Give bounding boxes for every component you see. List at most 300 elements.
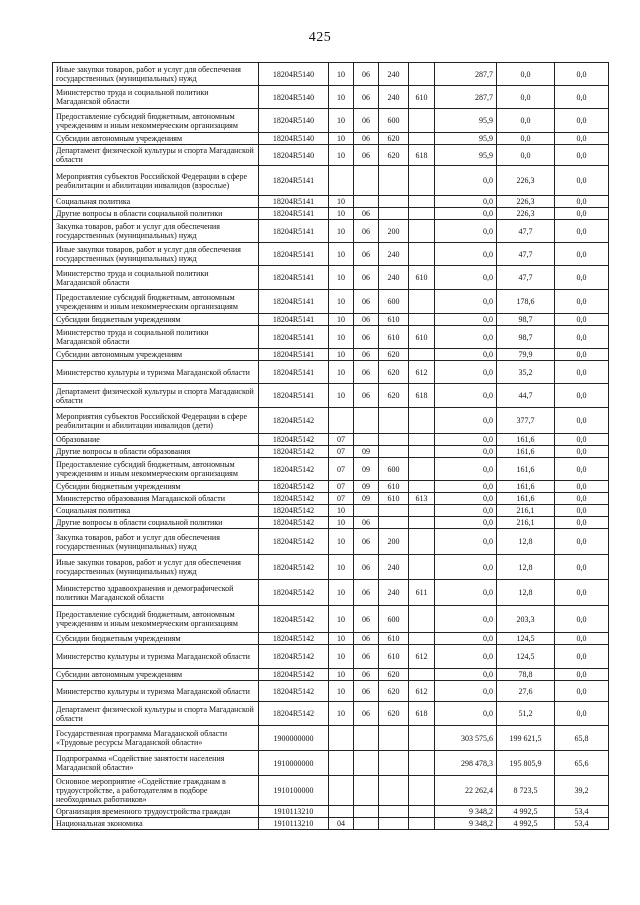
cell-v2: 161,6 xyxy=(497,446,555,458)
cell-v2: 27,6 xyxy=(497,681,555,702)
cell-v3: 0,0 xyxy=(555,517,609,529)
cell-vr: 610 xyxy=(379,493,409,505)
cell-pr: 09 xyxy=(354,446,379,458)
table-row xyxy=(53,818,609,830)
cell-v2: 47,7 xyxy=(497,243,555,266)
cell-v3: 0,0 xyxy=(555,86,609,109)
table-row xyxy=(53,196,609,208)
cell-csr: 18204R5142 xyxy=(259,434,329,446)
cell-v3: 0,0 xyxy=(555,243,609,266)
cell-v3: 0,0 xyxy=(555,434,609,446)
cell-v3: 0,0 xyxy=(555,326,609,349)
cell-pr: 06 xyxy=(354,669,379,681)
table-row xyxy=(53,86,609,109)
table-row xyxy=(53,633,609,645)
cell-v3: 0,0 xyxy=(555,493,609,505)
cell-csr: 18204R5141 xyxy=(259,384,329,408)
cell-v1: 0,0 xyxy=(435,314,497,326)
cell-name: Иные закупки товаров, работ и услуг для обеспечения государственных (муниципальных) нужд xyxy=(53,243,259,266)
cell-csr: 1910113210 xyxy=(259,818,329,830)
cell-v2: 124,5 xyxy=(497,633,555,645)
cell-v3: 0,0 xyxy=(555,681,609,702)
cell-csr: 18204R5140 xyxy=(259,63,329,86)
cell-rz: 10 xyxy=(329,517,354,529)
cell-pr: 06 xyxy=(354,243,379,266)
cell-v2: 8 723,5 xyxy=(497,776,555,806)
cell-v1: 0,0 xyxy=(435,349,497,361)
cell-csr: 18204R5142 xyxy=(259,446,329,458)
cell-rz xyxy=(329,408,354,434)
cell-csr: 18204R5142 xyxy=(259,529,329,555)
cell-v2: 377,7 xyxy=(497,408,555,434)
cell-csr: 1910100000 xyxy=(259,776,329,806)
cell-csr: 18204R5141 xyxy=(259,243,329,266)
cell-rz: 10 xyxy=(329,326,354,349)
cell-name: Социальная политика xyxy=(53,196,259,208)
cell-v1: 0,0 xyxy=(435,493,497,505)
cell-name: Иные закупки товаров, работ и услуг для обеспечения государственных (муниципальных) нужд xyxy=(53,555,259,580)
cell-name: Министерство образования Магаданской области xyxy=(53,493,259,505)
cell-v3: 0,0 xyxy=(555,481,609,493)
table-row xyxy=(53,349,609,361)
table-row xyxy=(53,434,609,446)
cell-v2: 0,0 xyxy=(497,133,555,145)
cell-vr: 200 xyxy=(379,529,409,555)
cell-gr xyxy=(409,196,435,208)
cell-gr: 612 xyxy=(409,361,435,384)
cell-rz: 07 xyxy=(329,493,354,505)
cell-v3: 0,0 xyxy=(555,314,609,326)
cell-rz: 10 xyxy=(329,361,354,384)
cell-vr: 240 xyxy=(379,555,409,580)
table-row xyxy=(53,446,609,458)
table-row xyxy=(53,669,609,681)
cell-v3: 0,0 xyxy=(555,384,609,408)
cell-v2: 35,2 xyxy=(497,361,555,384)
cell-v1: 298 478,3 xyxy=(435,751,497,776)
cell-pr: 06 xyxy=(354,86,379,109)
cell-vr xyxy=(379,196,409,208)
cell-v3: 0,0 xyxy=(555,290,609,314)
cell-v1: 0,0 xyxy=(435,669,497,681)
cell-vr xyxy=(379,517,409,529)
cell-vr: 610 xyxy=(379,481,409,493)
cell-name: Другие вопросы в области образования xyxy=(53,446,259,458)
cell-v3: 0,0 xyxy=(555,702,609,726)
cell-v1: 0,0 xyxy=(435,555,497,580)
cell-name: Министерство труда и социальной политики Магаданской области xyxy=(53,86,259,109)
cell-vr: 620 xyxy=(379,702,409,726)
cell-rz xyxy=(329,806,354,818)
cell-vr: 240 xyxy=(379,86,409,109)
cell-v1: 0,0 xyxy=(435,266,497,290)
cell-name: Мероприятия субъектов Российской Федерации в сфере реабилитации и абилитации инвалидов (взрослые) xyxy=(53,166,259,196)
cell-vr: 240 xyxy=(379,266,409,290)
table-row xyxy=(53,481,609,493)
cell-v3: 0,0 xyxy=(555,349,609,361)
table-row xyxy=(53,726,609,751)
cell-v3: 53,4 xyxy=(555,806,609,818)
cell-v2: 4 992,5 xyxy=(497,806,555,818)
cell-vr: 600 xyxy=(379,458,409,481)
cell-gr xyxy=(409,669,435,681)
cell-rz: 10 xyxy=(329,196,354,208)
cell-rz xyxy=(329,776,354,806)
cell-vr: 620 xyxy=(379,145,409,166)
cell-v1: 0,0 xyxy=(435,290,497,314)
cell-csr: 18204R5140 xyxy=(259,109,329,133)
cell-gr xyxy=(409,434,435,446)
cell-csr: 18204R5142 xyxy=(259,493,329,505)
cell-csr: 18204R5142 xyxy=(259,517,329,529)
cell-v3: 0,0 xyxy=(555,408,609,434)
cell-v1: 0,0 xyxy=(435,645,497,669)
cell-pr: 06 xyxy=(354,681,379,702)
cell-v2: 78,8 xyxy=(497,669,555,681)
cell-vr xyxy=(379,751,409,776)
cell-rz xyxy=(329,726,354,751)
cell-name: Основное мероприятие «Содействие гражданам в трудоустройстве, а работодателям в подборе необходимых работников» xyxy=(53,776,259,806)
cell-v2: 0,0 xyxy=(497,86,555,109)
cell-v3: 65,6 xyxy=(555,751,609,776)
cell-v2: 124,5 xyxy=(497,645,555,669)
cell-v2: 12,8 xyxy=(497,580,555,606)
table-row xyxy=(53,702,609,726)
cell-rz: 10 xyxy=(329,63,354,86)
cell-pr: 06 xyxy=(354,208,379,220)
table-row xyxy=(53,166,609,196)
cell-vr xyxy=(379,818,409,830)
cell-rz: 10 xyxy=(329,529,354,555)
cell-rz: 10 xyxy=(329,290,354,314)
cell-v3: 0,0 xyxy=(555,633,609,645)
cell-name: Субсидии автономным учреждениям xyxy=(53,133,259,145)
cell-gr xyxy=(409,606,435,633)
cell-v3: 65,8 xyxy=(555,726,609,751)
cell-pr xyxy=(354,726,379,751)
cell-vr: 610 xyxy=(379,314,409,326)
cell-pr: 06 xyxy=(354,314,379,326)
cell-pr: 06 xyxy=(354,109,379,133)
cell-gr xyxy=(409,349,435,361)
cell-name: Предоставление субсидий бюджетным, автономным учреждениям и иным некоммерческим организациям xyxy=(53,290,259,314)
cell-v1: 0,0 xyxy=(435,446,497,458)
cell-name: Субсидии автономным учреждениям xyxy=(53,669,259,681)
cell-csr: 1910000000 xyxy=(259,751,329,776)
cell-v2: 12,8 xyxy=(497,555,555,580)
cell-v1: 0,0 xyxy=(435,580,497,606)
cell-v3: 0,0 xyxy=(555,555,609,580)
cell-rz: 10 xyxy=(329,505,354,517)
table-row xyxy=(53,645,609,669)
cell-gr: 618 xyxy=(409,702,435,726)
table-row xyxy=(53,517,609,529)
cell-gr: 618 xyxy=(409,384,435,408)
table-row xyxy=(53,408,609,434)
cell-rz: 10 xyxy=(329,86,354,109)
cell-v1: 0,0 xyxy=(435,243,497,266)
cell-gr: 612 xyxy=(409,645,435,669)
table-row xyxy=(53,133,609,145)
cell-pr: 06 xyxy=(354,529,379,555)
cell-v1: 0,0 xyxy=(435,208,497,220)
cell-pr: 06 xyxy=(354,384,379,408)
cell-csr: 18204R5141 xyxy=(259,220,329,243)
cell-vr: 620 xyxy=(379,669,409,681)
cell-v1: 9 348,2 xyxy=(435,806,497,818)
cell-gr: 611 xyxy=(409,580,435,606)
cell-csr: 18204R5141 xyxy=(259,166,329,196)
cell-v1: 0,0 xyxy=(435,702,497,726)
cell-name: Другие вопросы в области социальной политики xyxy=(53,517,259,529)
cell-gr xyxy=(409,751,435,776)
cell-v2: 226,3 xyxy=(497,208,555,220)
budget-table xyxy=(52,62,609,830)
table-row xyxy=(53,63,609,86)
table-row xyxy=(53,493,609,505)
cell-csr: 18204R5142 xyxy=(259,580,329,606)
cell-csr: 18204R5141 xyxy=(259,208,329,220)
cell-rz: 10 xyxy=(329,133,354,145)
cell-csr: 18204R5141 xyxy=(259,349,329,361)
cell-gr: 612 xyxy=(409,681,435,702)
cell-name: Закупка товаров, работ и услуг для обеспечения государственных (муниципальных) нужд xyxy=(53,220,259,243)
cell-gr xyxy=(409,109,435,133)
table-row xyxy=(53,243,609,266)
cell-gr xyxy=(409,529,435,555)
cell-name: Социальная политика xyxy=(53,505,259,517)
cell-v3: 0,0 xyxy=(555,63,609,86)
cell-v1: 95,9 xyxy=(435,109,497,133)
table-row xyxy=(53,290,609,314)
cell-csr: 18204R5141 xyxy=(259,290,329,314)
cell-csr: 18204R5142 xyxy=(259,669,329,681)
cell-name: Департамент физической культуры и спорта Магаданской области xyxy=(53,145,259,166)
cell-rz: 10 xyxy=(329,349,354,361)
cell-csr: 18204R5142 xyxy=(259,633,329,645)
cell-csr: 18204R5141 xyxy=(259,326,329,349)
cell-name: Министерство труда и социальной политики Магаданской области xyxy=(53,266,259,290)
cell-gr xyxy=(409,133,435,145)
cell-pr xyxy=(354,751,379,776)
cell-csr: 18204R5142 xyxy=(259,606,329,633)
cell-v1: 0,0 xyxy=(435,384,497,408)
cell-csr: 1900000000 xyxy=(259,726,329,751)
cell-gr xyxy=(409,290,435,314)
cell-v3: 39,2 xyxy=(555,776,609,806)
cell-name: Субсидии автономным учреждениям xyxy=(53,349,259,361)
cell-pr: 06 xyxy=(354,63,379,86)
cell-name: Департамент физической культуры и спорта Магаданской области xyxy=(53,384,259,408)
table-row xyxy=(53,266,609,290)
cell-vr: 610 xyxy=(379,633,409,645)
cell-v1: 9 348,2 xyxy=(435,818,497,830)
table-row xyxy=(53,220,609,243)
cell-vr: 600 xyxy=(379,290,409,314)
cell-name: Министерство здравоохранения и демографической политики Магаданской области xyxy=(53,580,259,606)
cell-vr: 610 xyxy=(379,326,409,349)
cell-name: Подпрограмма «Содействие занятости населения Магаданской области» xyxy=(53,751,259,776)
cell-v1: 303 575,6 xyxy=(435,726,497,751)
cell-gr: 613 xyxy=(409,493,435,505)
cell-name: Закупка товаров, работ и услуг для обеспечения государственных (муниципальных) нужд xyxy=(53,529,259,555)
cell-v3: 0,0 xyxy=(555,458,609,481)
cell-rz: 10 xyxy=(329,669,354,681)
cell-name: Организация временного трудоустройства граждан xyxy=(53,806,259,818)
cell-pr: 06 xyxy=(354,702,379,726)
cell-name: Образование xyxy=(53,434,259,446)
cell-name: Министерство труда и социальной политики Магаданской области xyxy=(53,326,259,349)
cell-v1: 0,0 xyxy=(435,633,497,645)
cell-name: Министерство культуры и туризма Магаданской области xyxy=(53,645,259,669)
cell-v3: 0,0 xyxy=(555,580,609,606)
cell-csr: 18204R5142 xyxy=(259,458,329,481)
cell-vr xyxy=(379,434,409,446)
cell-v2: 4 992,5 xyxy=(497,818,555,830)
cell-name: Другие вопросы в области социальной политики xyxy=(53,208,259,220)
cell-v3: 0,0 xyxy=(555,208,609,220)
cell-v2: 226,3 xyxy=(497,196,555,208)
cell-v1: 95,9 xyxy=(435,145,497,166)
cell-rz: 10 xyxy=(329,606,354,633)
cell-v1: 0,0 xyxy=(435,458,497,481)
cell-v2: 47,7 xyxy=(497,266,555,290)
cell-v1: 0,0 xyxy=(435,481,497,493)
cell-vr: 240 xyxy=(379,580,409,606)
cell-rz xyxy=(329,751,354,776)
table-row xyxy=(53,314,609,326)
cell-v1: 287,7 xyxy=(435,86,497,109)
cell-v2: 47,7 xyxy=(497,220,555,243)
cell-v3: 0,0 xyxy=(555,446,609,458)
cell-pr: 06 xyxy=(354,606,379,633)
cell-v1: 0,0 xyxy=(435,326,497,349)
cell-gr xyxy=(409,220,435,243)
cell-v1: 0,0 xyxy=(435,529,497,555)
cell-gr xyxy=(409,818,435,830)
cell-gr xyxy=(409,633,435,645)
cell-gr: 610 xyxy=(409,266,435,290)
cell-vr xyxy=(379,505,409,517)
cell-vr xyxy=(379,446,409,458)
cell-v2: 0,0 xyxy=(497,63,555,86)
cell-rz: 10 xyxy=(329,555,354,580)
cell-v2: 0,0 xyxy=(497,109,555,133)
table-row xyxy=(53,145,609,166)
table-row xyxy=(53,776,609,806)
cell-v1: 0,0 xyxy=(435,361,497,384)
cell-gr xyxy=(409,481,435,493)
cell-csr: 18204R5140 xyxy=(259,86,329,109)
cell-gr xyxy=(409,208,435,220)
cell-v1: 0,0 xyxy=(435,408,497,434)
cell-v1: 0,0 xyxy=(435,166,497,196)
cell-pr xyxy=(354,408,379,434)
cell-gr xyxy=(409,458,435,481)
cell-v1: 0,0 xyxy=(435,606,497,633)
cell-pr: 06 xyxy=(354,266,379,290)
cell-v2: 51,2 xyxy=(497,702,555,726)
cell-name: Департамент физической культуры и спорта Магаданской области xyxy=(53,702,259,726)
cell-v1: 287,7 xyxy=(435,63,497,86)
cell-vr: 620 xyxy=(379,681,409,702)
cell-csr: 18204R5142 xyxy=(259,645,329,669)
cell-csr: 18204R5142 xyxy=(259,681,329,702)
cell-rz: 04 xyxy=(329,818,354,830)
cell-rz: 10 xyxy=(329,208,354,220)
cell-v2: 0,0 xyxy=(497,145,555,166)
cell-v3: 0,0 xyxy=(555,266,609,290)
cell-vr: 240 xyxy=(379,63,409,86)
cell-csr: 18204R5142 xyxy=(259,702,329,726)
cell-v3: 53,4 xyxy=(555,818,609,830)
table-row xyxy=(53,606,609,633)
cell-rz: 07 xyxy=(329,434,354,446)
cell-gr xyxy=(409,776,435,806)
cell-pr xyxy=(354,166,379,196)
table-row xyxy=(53,580,609,606)
cell-csr: 18204R5141 xyxy=(259,196,329,208)
cell-pr xyxy=(354,806,379,818)
cell-v3: 0,0 xyxy=(555,505,609,517)
cell-name: Предоставление субсидий бюджетным, автономным учреждениям и иным некоммерческим организациям xyxy=(53,109,259,133)
cell-vr: 620 xyxy=(379,349,409,361)
cell-csr: 18204R5141 xyxy=(259,361,329,384)
cell-v2: 161,6 xyxy=(497,458,555,481)
cell-pr xyxy=(354,196,379,208)
table-row xyxy=(53,681,609,702)
cell-csr: 18204R5142 xyxy=(259,408,329,434)
cell-pr: 06 xyxy=(354,145,379,166)
cell-rz: 07 xyxy=(329,458,354,481)
cell-name: Субсидии бюджетным учреждениям xyxy=(53,633,259,645)
cell-v3: 0,0 xyxy=(555,606,609,633)
cell-vr: 620 xyxy=(379,361,409,384)
cell-csr: 18204R5140 xyxy=(259,145,329,166)
cell-rz xyxy=(329,166,354,196)
cell-name: Субсидии бюджетным учреждениям xyxy=(53,481,259,493)
cell-csr: 18204R5141 xyxy=(259,314,329,326)
cell-v2: 199 621,5 xyxy=(497,726,555,751)
cell-pr: 06 xyxy=(354,349,379,361)
cell-vr xyxy=(379,408,409,434)
cell-rz: 10 xyxy=(329,266,354,290)
cell-v2: 44,7 xyxy=(497,384,555,408)
cell-gr xyxy=(409,408,435,434)
cell-gr xyxy=(409,446,435,458)
table-row xyxy=(53,505,609,517)
cell-gr xyxy=(409,726,435,751)
cell-name: Национальная экономика xyxy=(53,818,259,830)
cell-v3: 0,0 xyxy=(555,645,609,669)
cell-v3: 0,0 xyxy=(555,529,609,555)
cell-gr xyxy=(409,555,435,580)
cell-v2: 79,9 xyxy=(497,349,555,361)
cell-pr: 06 xyxy=(354,133,379,145)
table-row xyxy=(53,384,609,408)
cell-v2: 195 805,9 xyxy=(497,751,555,776)
cell-gr xyxy=(409,505,435,517)
cell-pr: 06 xyxy=(354,517,379,529)
cell-csr: 18204R5142 xyxy=(259,505,329,517)
cell-v1: 22 262,4 xyxy=(435,776,497,806)
cell-v2: 161,6 xyxy=(497,434,555,446)
cell-vr: 620 xyxy=(379,384,409,408)
cell-pr: 09 xyxy=(354,481,379,493)
cell-pr: 06 xyxy=(354,220,379,243)
cell-csr: 18204R5142 xyxy=(259,555,329,580)
cell-gr xyxy=(409,314,435,326)
